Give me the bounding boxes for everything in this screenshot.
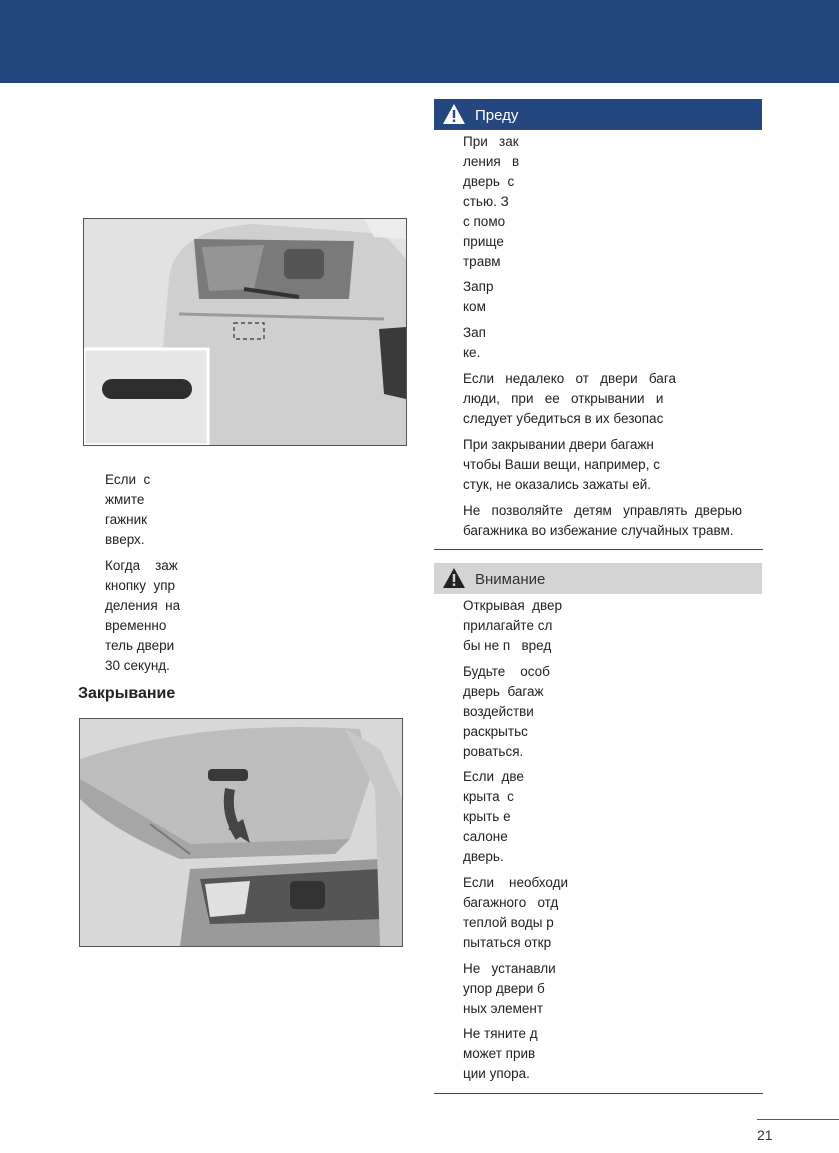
text-line: Открывая двер <box>463 598 563 613</box>
text-line: роваться. <box>463 744 524 759</box>
text-line: Если необходи <box>463 875 569 890</box>
text-line: ления в <box>463 154 520 169</box>
warning-paragraph <box>463 277 493 317</box>
caution-paragraph <box>463 959 556 1019</box>
text-line: Зап <box>463 325 486 340</box>
text-line: крыта с <box>463 789 514 804</box>
text-line: вверх. <box>105 532 145 547</box>
text-line: упор двери б <box>463 981 545 996</box>
text-line: багажника во избежание случайных травм. <box>463 523 734 538</box>
text-line: Когда заж <box>105 558 178 573</box>
text-line: пытаться откр <box>463 935 552 950</box>
text-line: салоне <box>463 829 508 844</box>
text-line: Не устанавли <box>463 961 556 976</box>
text-line: ных элемент <box>463 1001 544 1016</box>
text-line: Если недалеко от двери бага <box>463 371 676 386</box>
header-band <box>0 0 839 83</box>
warning-paragraph <box>463 435 660 495</box>
text-line: раскрытьс <box>463 724 528 739</box>
text-line: При зак <box>463 134 519 149</box>
text-line: кнопку упр <box>105 578 176 593</box>
text-line: временно <box>105 618 167 633</box>
text-line: стук, не оказались зажаты ей. <box>463 477 652 492</box>
text-line: бы не п вред <box>463 638 552 653</box>
warning-box <box>434 99 762 130</box>
warning-title: Преду <box>475 107 519 124</box>
text-line: жмите <box>105 492 145 507</box>
text-line: тель двери <box>105 638 175 653</box>
tailgate-closing-photo <box>79 718 403 947</box>
text-line: дверь. <box>463 849 504 864</box>
text-line: травм <box>463 254 501 269</box>
lock-paragraph <box>105 556 180 676</box>
text-line: 30 секунд. <box>105 658 170 673</box>
text-line: люди, при ее открывании и <box>463 391 664 406</box>
warning-paragraph <box>463 323 486 363</box>
warning-paragraph <box>463 132 519 272</box>
warning-triangle-icon <box>442 103 466 125</box>
text-line: деления на <box>105 598 181 613</box>
caution-triangle-icon <box>442 567 466 589</box>
text-line: прище <box>463 234 504 249</box>
text-line: следует убедиться в их безопас <box>463 411 664 426</box>
text-line: Если две <box>463 769 524 784</box>
text-line: ке. <box>463 345 481 360</box>
caution-paragraph <box>463 767 524 867</box>
text-line: Не позволяйте детям управлять дверью <box>463 503 742 518</box>
caution-paragraph <box>463 1024 538 1084</box>
warning-paragraph <box>463 501 742 541</box>
caution-paragraph <box>463 873 568 953</box>
text-line: ком <box>463 299 486 314</box>
text-line: воздействи <box>463 704 534 719</box>
text-line: ции упора. <box>463 1066 530 1081</box>
section-divider <box>434 1093 763 1094</box>
text-line: Если с <box>105 472 151 487</box>
caution-paragraph <box>463 596 562 656</box>
text-line: багажного отд <box>463 895 559 910</box>
footer-rule <box>757 1119 839 1120</box>
text-line: с помо <box>463 214 506 229</box>
text-line: Будьте особ <box>463 664 550 679</box>
text-line: чтобы Ваши вещи, например, с <box>463 457 660 472</box>
caution-paragraph <box>463 662 550 762</box>
section-divider <box>434 549 763 550</box>
text-line: При закрывании двери багажн <box>463 437 654 452</box>
text-line: дверь с <box>463 174 515 189</box>
text-line: Не тяните д <box>463 1026 538 1041</box>
text-line: стью. З <box>463 194 509 209</box>
text-line: теплой воды р <box>463 915 554 930</box>
text-line: крыть е <box>463 809 511 824</box>
text-line: гажник <box>105 512 148 527</box>
opening-paragraph <box>105 470 150 550</box>
text-line: дверь багаж <box>463 684 544 699</box>
page-number: 21 <box>757 1127 773 1143</box>
warning-paragraph <box>463 369 676 429</box>
caution-box <box>434 563 762 594</box>
text-line: может прив <box>463 1046 536 1061</box>
tailgate-button-photo <box>83 218 407 446</box>
closing-heading: Закрывание <box>78 685 176 702</box>
text-line: Запр <box>463 279 494 294</box>
text-line: прилагайте сл <box>463 618 553 633</box>
caution-title: Внимание <box>475 571 546 588</box>
